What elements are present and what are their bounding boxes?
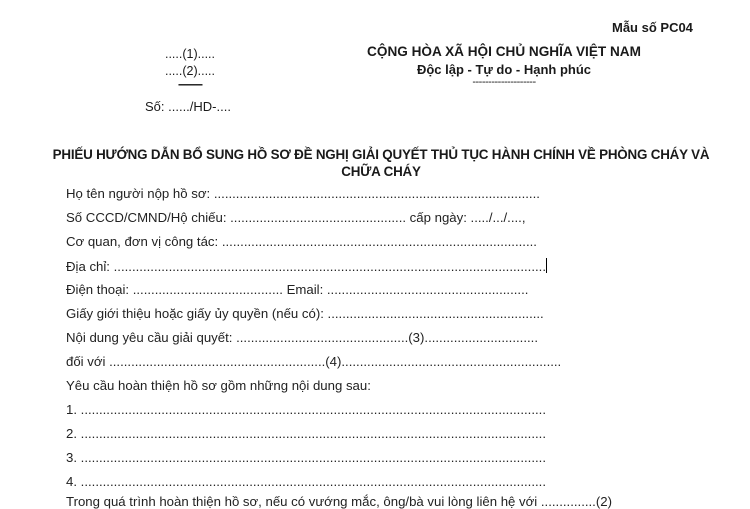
- field-applicant-name: Họ tên người nộp hồ sơ: .........................................................................................: [66, 186, 540, 201]
- document-number: Số: ....../HD-....: [145, 99, 231, 114]
- field-regarding: đối với ...........................................................(4)............................................................: [66, 354, 562, 369]
- field-request-content: Nội dung yêu cầu giải quyết: ...............................................(3)...............................: [66, 330, 538, 345]
- requirement-item-4: 4. ...............................................................................................................................: [66, 474, 546, 489]
- document-title: PHIẾU HƯỚNG DẪN BỔ SUNG HỒ SƠ ĐỀ NGHỊ GIẢI QUYẾT THỦ TỤC HÀNH CHÍNH VỀ PHÒNG CHÁY VÀ CHỮA CHÁY: [52, 147, 710, 179]
- agency-line-2: .....(2).....: [164, 64, 215, 78]
- requirement-item-3: 3. ...............................................................................................................................: [66, 450, 546, 465]
- agency-divider: --------: [178, 77, 202, 91]
- nation-divider: --------------------: [472, 76, 536, 88]
- field-id-number: Số CCCD/CMND/Hộ chiếu: ................................................ cấp ngày: ...../.../....,: [66, 210, 526, 225]
- field-authorization: Giấy giới thiệu hoặc giấy ủy quyền (nếu có): ...........................................................: [66, 306, 544, 321]
- requirement-item-2: 2. ...............................................................................................................................: [66, 426, 546, 441]
- requirement-item-1: 1. ...............................................................................................................................: [66, 402, 546, 417]
- form-code: Mẫu số PC04: [612, 20, 693, 35]
- field-organization: Cơ quan, đơn vị công tác: ......................................................................................: [66, 234, 537, 249]
- field-address-text: Địa chỉ: ......................................................................................................................: [66, 259, 546, 274]
- agency-line-1: .....(1).....: [164, 47, 215, 61]
- field-address[interactable]: [66, 258, 547, 274]
- field-phone-email: Điện thoại: ......................................... Email: .......................................................: [66, 282, 529, 297]
- footer-note: Trong quá trình hoàn thiện hồ sơ, nếu có vướng mắc, ông/bà vui lòng liên hệ với ...............(2): [66, 494, 612, 509]
- nation-title: CỘNG HÒA XÃ HỘI CHỦ NGHĨA VIỆT NAM: [367, 44, 641, 59]
- requirements-heading: Yêu cầu hoàn thiện hồ sơ gồm những nội dung sau:: [66, 378, 371, 393]
- nation-motto: Độc lập - Tự do - Hạnh phúc: [416, 62, 592, 77]
- text-cursor: [546, 258, 547, 273]
